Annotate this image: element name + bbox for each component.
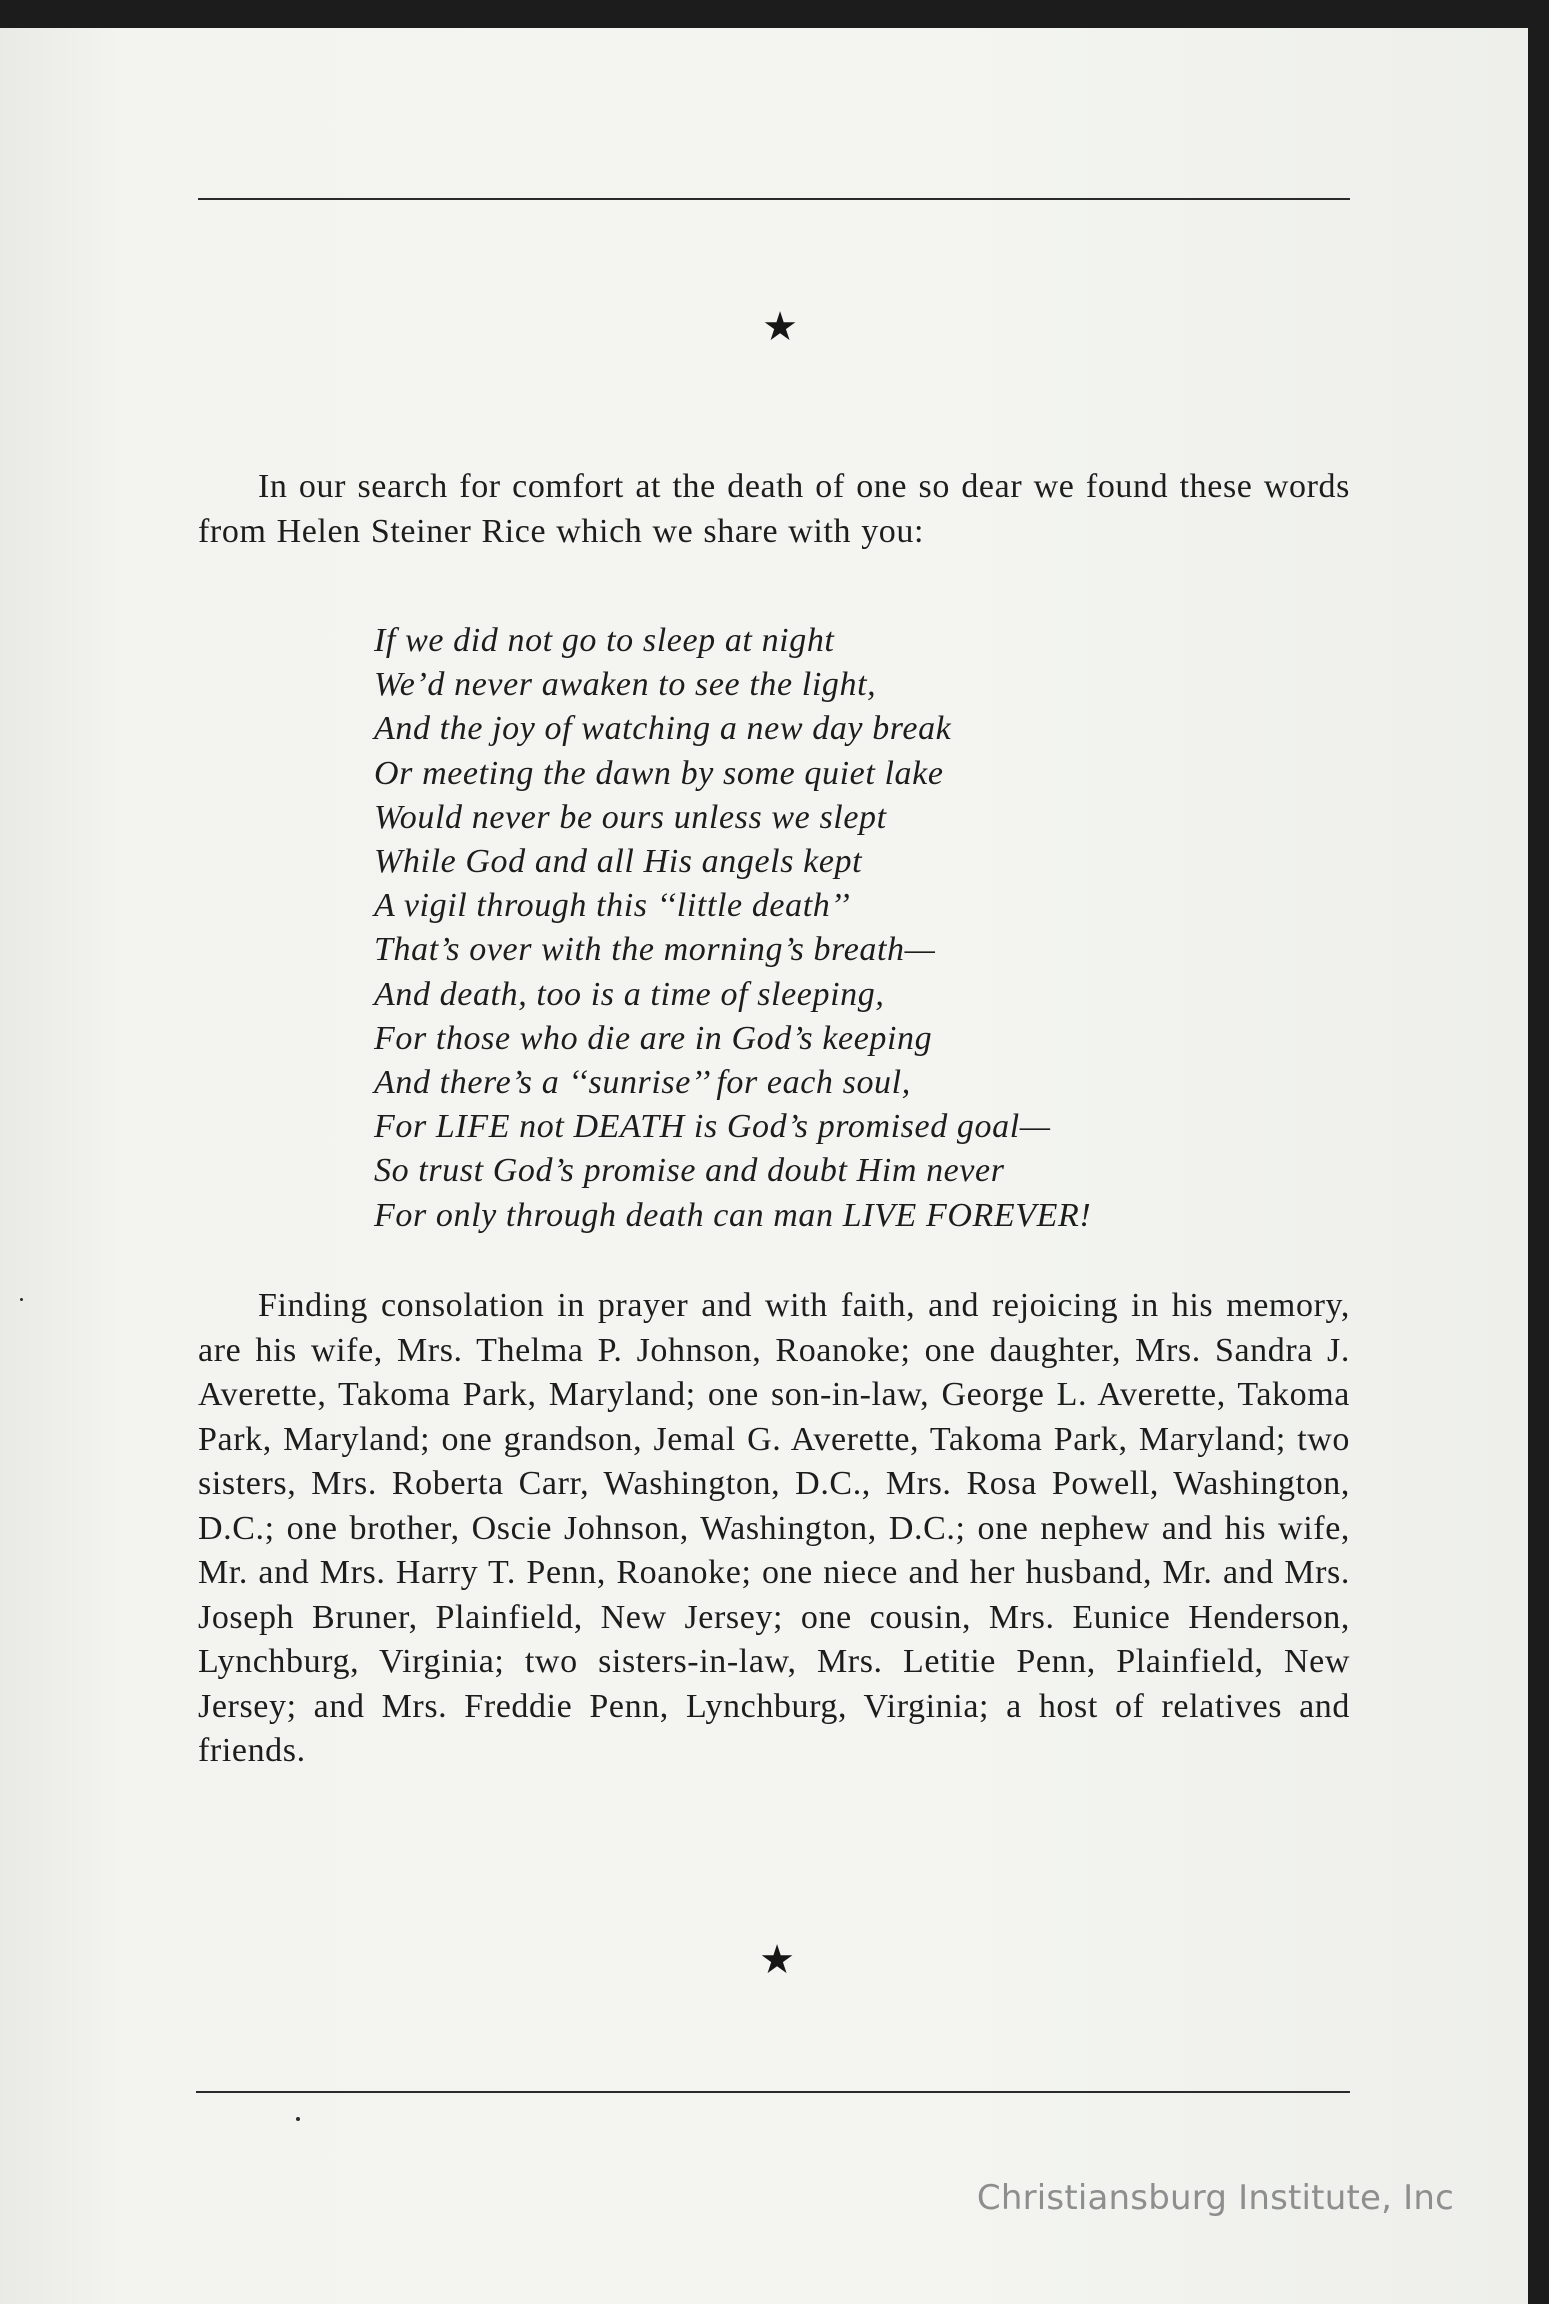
poem-line: If we did not go to sleep at night xyxy=(374,622,835,659)
paper-speck xyxy=(20,1298,23,1301)
bottom-divider-rule xyxy=(196,2091,1350,2093)
top-star-icon: ★ xyxy=(762,304,798,350)
survivors-paragraph: Finding consolation in prayer and with faith, and rejoicing in his memory, are his wife, Mrs. Thelma P. Johnson, Roanoke; one daughter, Mrs. Sandra J. Averette, Takoma Park, Maryland; one son-in-law, George L. Averette, Takoma Park, Maryland; one grandson, Jemal G. Averette, Takoma Park, Maryland; two sisters, Mrs. Roberta Carr, Washington, D.C., Mrs. Rosa Powell, Washington, D.C.; one brother, Oscie Johnson, Washington, D.C.; one nephew and his wife, Mr. and Mrs. Harry T. Penn, Roanoke; one niece and her husband, Mr. and Mrs. Joseph Bruner, Plainfield, New Jersey; one cousin, Mrs. Eunice Henderson, Lynchburg, Virginia; two sisters-in-law, Mrs. Letitie Penn, Plainfield, New Jersey; and Mrs. Freddie Penn, Lynchburg, Virginia; a host of relatives and friends. xyxy=(198,1287,1350,1769)
poem-line: A vigil through this ‘‘little death’’ xyxy=(374,887,851,925)
poem-line: That’s over with the morning’s breath— xyxy=(374,931,936,969)
poem-line: Or meeting the dawn by some quiet lake xyxy=(374,754,944,792)
poem-line: While God and all His angels kept xyxy=(374,843,863,881)
poem-line: So trust God’s promise and doubt Him never xyxy=(374,1152,1005,1190)
bottom-star-icon: ★ xyxy=(759,1937,795,1983)
poem-line: For those who die are in God’s keeping xyxy=(374,1019,933,1057)
paper-speck xyxy=(296,2117,300,2121)
poem-line: And the joy of watching a new day break xyxy=(374,710,952,748)
watermark: Christiansburg Institute, Inc xyxy=(976,2178,1454,2218)
poem-line: For LIFE not DEATH is God’s promised goal— xyxy=(374,1108,1051,1146)
poem xyxy=(374,619,1091,1238)
poem-line: And death, too is a time of sleeping, xyxy=(374,975,885,1013)
document-page xyxy=(0,28,1528,2304)
intro-paragraph: In our search for comfort at the death of one so dear we found these words from Helen Steiner Rice which we share with you: xyxy=(198,468,1350,550)
poem-line: We’d never awaken to see the light, xyxy=(374,666,877,704)
poem-line: Would never be ours unless we slept xyxy=(374,798,887,836)
poem-line: And there’s a ‘‘sunrise’’ for each soul, xyxy=(374,1064,911,1102)
poem-line: For only through death can man LIVE FOREVER! xyxy=(374,1196,1092,1234)
top-divider-rule xyxy=(198,198,1350,200)
